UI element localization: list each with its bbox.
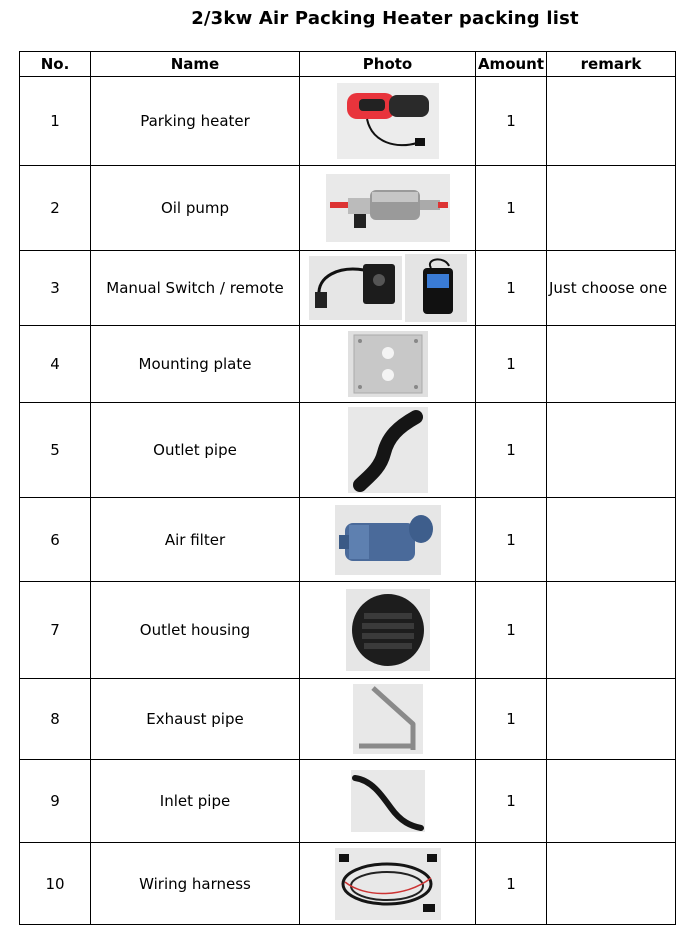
- exhaust-pipe-image: [353, 684, 423, 754]
- row-photo: [300, 166, 476, 251]
- row-name: Parking heater: [91, 77, 300, 166]
- row-no: 5: [20, 403, 91, 498]
- row-remark: [547, 326, 676, 403]
- row-amount: 1: [476, 251, 547, 326]
- row-photo: [300, 582, 476, 679]
- table-row: [20, 760, 676, 843]
- table-row: [20, 403, 676, 498]
- row-amount: 1: [476, 166, 547, 251]
- row-no: 2: [20, 166, 91, 251]
- parking-heater-image: [337, 83, 439, 159]
- row-remark: Just choose one: [547, 251, 676, 326]
- table-row: [20, 582, 676, 679]
- table-row: [20, 326, 676, 403]
- header-remark: remark: [547, 52, 676, 77]
- row-no: 9: [20, 760, 91, 843]
- table-row: [20, 498, 676, 582]
- air-filter-image: [335, 505, 441, 575]
- row-no: 8: [20, 679, 91, 760]
- row-no: 1: [20, 77, 91, 166]
- header-row: [20, 52, 676, 77]
- inlet-pipe-image: [351, 770, 425, 832]
- row-name: Inlet pipe: [91, 760, 300, 843]
- row-amount: 1: [476, 498, 547, 582]
- row-photo: [300, 498, 476, 582]
- row-name: Wiring harness: [91, 843, 300, 925]
- table-row: [20, 251, 676, 326]
- row-no: 10: [20, 843, 91, 925]
- row-remark: [547, 760, 676, 843]
- table-row: [20, 166, 676, 251]
- row-remark: [547, 403, 676, 498]
- row-amount: 1: [476, 843, 547, 925]
- wiring-harness-image: [335, 848, 441, 920]
- header-photo: Photo: [300, 52, 476, 77]
- packing-list-table: [19, 51, 676, 925]
- row-remark: [547, 77, 676, 166]
- row-remark: [547, 843, 676, 925]
- row-photo: [300, 326, 476, 403]
- header-no: No.: [20, 52, 91, 77]
- table-row: [20, 77, 676, 166]
- row-amount: 1: [476, 582, 547, 679]
- row-name: Oil pump: [91, 166, 300, 251]
- row-photo: [300, 760, 476, 843]
- header-amount: Amount: [476, 52, 547, 77]
- row-photo: [300, 251, 476, 326]
- row-name: Outlet pipe: [91, 403, 300, 498]
- row-name: Mounting plate: [91, 326, 300, 403]
- row-no: 3: [20, 251, 91, 326]
- row-amount: 1: [476, 326, 547, 403]
- row-photo: [300, 77, 476, 166]
- row-no: 6: [20, 498, 91, 582]
- row-name: Exhaust pipe: [91, 679, 300, 760]
- row-name: Manual Switch / remote: [91, 251, 300, 326]
- row-remark: [547, 498, 676, 582]
- outlet-pipe-image: [348, 407, 428, 493]
- row-no: 7: [20, 582, 91, 679]
- row-remark: [547, 166, 676, 251]
- row-amount: 1: [476, 679, 547, 760]
- page-title: 2/3kw Air Packing Heater packing list: [191, 8, 579, 29]
- row-no: 4: [20, 326, 91, 403]
- row-remark: [547, 582, 676, 679]
- table-row: [20, 679, 676, 760]
- mounting-plate-image: [348, 331, 428, 397]
- row-name: Outlet housing: [91, 582, 300, 679]
- row-photo: [300, 843, 476, 925]
- row-amount: 1: [476, 77, 547, 166]
- remote-control-image: [405, 254, 467, 322]
- row-name: Air filter: [91, 498, 300, 582]
- row-amount: 1: [476, 403, 547, 498]
- table-row: [20, 843, 676, 925]
- oil-pump-image: [326, 174, 450, 242]
- row-photo: [300, 403, 476, 498]
- header-name: Name: [91, 52, 300, 77]
- outlet-housing-image: [346, 589, 430, 671]
- row-remark: [547, 679, 676, 760]
- manual-switch-image: [309, 256, 402, 320]
- row-amount: 1: [476, 760, 547, 843]
- row-photo: [300, 679, 476, 760]
